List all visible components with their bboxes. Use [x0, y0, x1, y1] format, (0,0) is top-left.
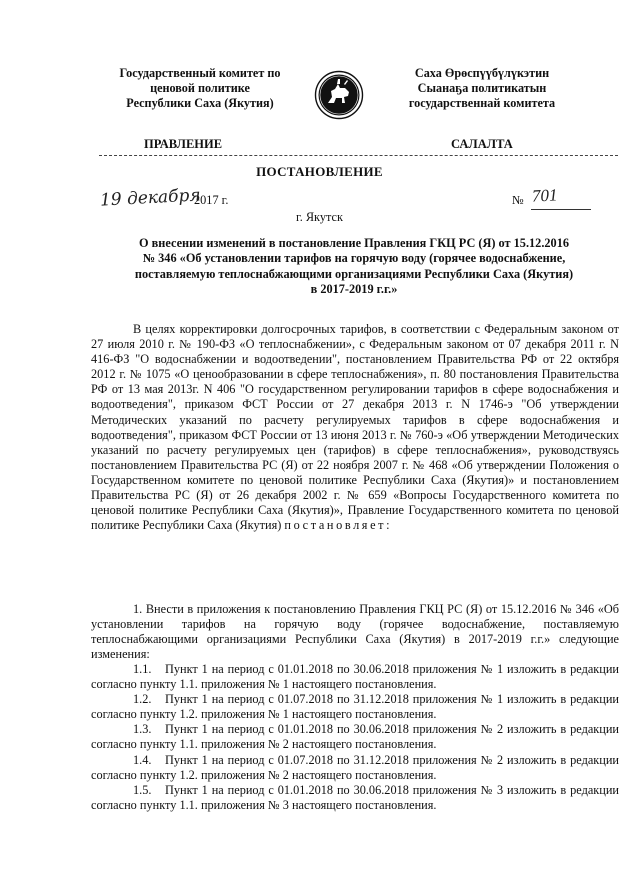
handwritten-date: 19 декабря: [99, 185, 202, 211]
issuer-line: ценовой политике: [150, 81, 250, 95]
item-number: 1.5.: [133, 782, 152, 797]
list-item: [91, 722, 619, 752]
subject-line: в 2017-2019 г.г.»: [310, 282, 398, 297]
item-number: 1.3.: [133, 722, 152, 737]
clause-1: [91, 602, 619, 662]
item-text: Пункт 1 на период с 01.01.2018 по 30.06.2018 приложения № 1 изложить в редакции согласно пункту 1.1. приложения № 1 настоящего постановления.: [91, 662, 619, 692]
item-number: 1.2.: [133, 692, 152, 707]
subject-line: О внесении изменений в постановление Правления ГКЦ РС (Я) от 15.12.2016: [138, 236, 569, 250]
item-text: Пункт 1 на период с 01.01.2018 по 30.06.2018 приложения № 2 изложить в редакции согласно пункту 1.1. приложения № 2 настоящего постановления.: [91, 722, 619, 752]
board-label-russian: ПРАВЛЕНИЕ: [144, 137, 223, 151]
item-number: 1.4.: [133, 752, 152, 767]
list-item: [91, 692, 619, 722]
city: г. Якутск: [296, 210, 343, 224]
amendment-list: [91, 662, 619, 813]
date-year: 2017 г.: [194, 193, 229, 207]
subject-line: № 346 «Об установлении тарифов на горячую воду (горячее водоснабжение,: [142, 251, 566, 266]
list-item: [91, 783, 619, 813]
handwritten-document-number: 701: [531, 185, 558, 206]
coat-of-arms-emblem: [314, 70, 364, 120]
document-number-label: №: [512, 193, 524, 207]
issuer-line: Государственный комитет по: [119, 66, 281, 80]
document-type-title: ПОСТАНОВЛЕНИЕ: [256, 164, 383, 179]
list-item: [91, 753, 619, 783]
issuer-name-yakut: [372, 66, 592, 111]
clause-1-text: 1. Внести в приложения к постановлению Правления ГКЦ РС (Я) от 15.12.2016 № 346 «Об установлении тарифов на горячую воду (горячее водоснабжение, поставляемую теплоснабжающими организациями Республики Саха (Якутия) в 2017-2019 г.г.» следующие изменения:: [91, 602, 619, 662]
issuer-line: Республики Саха (Якутия): [126, 96, 274, 110]
item-text: Пункт 1 на период с 01.01.2018 по 30.06.2018 приложения № 3 изложить в редакции согласно пункту 1.1. приложения № 3 настоящего постановления.: [91, 782, 619, 812]
list-item: [91, 662, 619, 692]
issuer-line: Сыанаҕа политикатын: [417, 81, 547, 95]
item-text: Пункт 1 на период с 01.07.2018 по 31.12.2018 приложения № 2 изложить в редакции согласно пункту 1.2. приложения № 2 настоящего постановления.: [91, 752, 619, 782]
preamble-paragraph: [91, 322, 619, 533]
subject-line: поставляемую теплоснабжающими организациями Республики Саха (Якутия): [134, 266, 574, 281]
issuer-name-russian: [90, 66, 310, 111]
document-subject: [90, 236, 618, 298]
item-text: Пункт 1 на период с 01.07.2018 по 31.12.2018 приложения № 1 изложить в редакции согласно пункту 1.2. приложения № 1 настоящего постановления.: [91, 692, 619, 722]
board-label-yakut: САЛАЛТА: [451, 137, 513, 151]
header-divider: [99, 155, 618, 156]
resolves-word: постановляет:: [284, 518, 393, 533]
preamble-text: В целях корректировки долгосрочных тарифов, в соответствии с Федеральным законом от 27 июля 2010 г. № 190-ФЗ «О теплоснабжении», с Федеральным законом от 07 декабря 2011 г. N 416-ФЗ "О водоснабжении и водоотведении", постановлением Правительства РФ от 22 октября 2012 г. № 1075 «О ценообразовании в сфере теплоснабжения», п. 80 постановления Правительства РФ от 13 мая 2013г. N 406 "О государственном регулировании тарифов в сфере водоснабжения и водоотведения", приказом ФСТ России от 27 декабря 2013 г. N 1746-э "Об утверждении Методических указаний по расчету регулируемых тарифов в сфере водоснабжения и водоотведения", приказом ФСТ России от 13 июня 2013 г. № 760-э «Об утверждении Методических указаний по расчету регулируемых цен (тарифов) в сфере теплоснабжения», руководствуясь постановлением Правительства РС (Я) от 22 ноября 2007 г. № 468 «Об утверждении Положения о Государственном комитете по ценовой политике Республики Саха (Якутия)» и постановлением Правительства РС (Я) от 26 декабря 2002 г. № 659 «Вопросы Государственного комитета по ценовой политике Республики Саха (Якутия)», Правление Государственного комитета по ценовой политике Республики Саха (Якутия): [91, 322, 619, 533]
issuer-line: государственнай комитета: [408, 96, 556, 110]
item-number: 1.1.: [133, 662, 152, 676]
issuer-line: Саха Өрөспүүбүлүкэтин: [414, 66, 550, 80]
